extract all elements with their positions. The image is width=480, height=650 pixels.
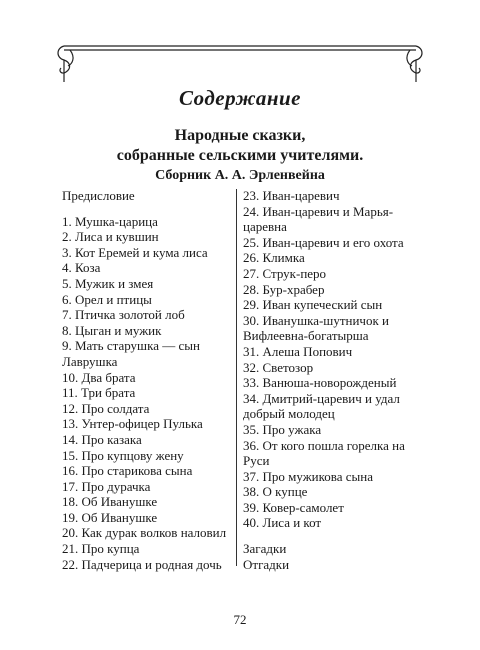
toc-entry — [243, 313, 418, 344]
toc-entry-line: 38. О купце — [243, 484, 308, 500]
toc-entry — [62, 494, 235, 510]
toc-entry — [243, 282, 418, 298]
toc-entry-line: 7. Птичка золотой лоб — [62, 307, 185, 323]
toc-appendix-entry: Отгадки — [243, 556, 290, 572]
toc-entry — [62, 479, 235, 495]
toc-entry-line: добрый молодец — [243, 406, 335, 422]
toc-entry-line: 33. Ванюша-новорожденый — [243, 375, 397, 391]
toc-entry-line: 19. Об Иванушке — [62, 509, 158, 525]
toc-entry-line: 12. Про солдата — [62, 400, 150, 416]
toc-left-column — [62, 188, 235, 572]
toc-entry — [243, 391, 418, 422]
toc-entry-line: 30. Иванушка-шутничок и — [243, 312, 389, 328]
toc-entry-line: 11. Три брата — [62, 385, 136, 401]
toc-entry-line: 23. Иван-царевич — [243, 188, 340, 203]
toc-entry — [243, 235, 418, 251]
toc-entry-line: 40. Лиса и кот — [243, 515, 322, 531]
toc-entry — [62, 214, 235, 230]
toc-entry — [62, 416, 235, 432]
toc-entry-line: 31. Алеша Попович — [243, 343, 353, 359]
toc-entry — [62, 307, 235, 323]
toc-entry — [243, 360, 418, 376]
ornamental-border — [54, 38, 426, 84]
toc-entry-line: 15. Про купцову жену — [62, 447, 184, 463]
toc-entry-line: 20. Как дурак волков наловил — [62, 525, 227, 541]
column-divider — [236, 189, 237, 566]
toc-entry — [243, 250, 418, 266]
toc-entry-line: 16. Про старикова сына — [62, 463, 193, 479]
toc-entry-line: 34. Дмитрий-царевич и удал — [243, 390, 400, 406]
toc-entry-line: 28. Бур-храбер — [243, 281, 325, 297]
toc-entry — [62, 557, 235, 573]
toc-appendix-entry: Загадки — [243, 541, 287, 557]
toc-entry-line: 1. Мушка-царица — [62, 213, 158, 229]
page-number: 72 — [233, 612, 247, 627]
toc-entry — [243, 375, 418, 391]
toc-entry — [62, 525, 235, 541]
toc-entry-line: 2. Лиса и кувшин — [62, 229, 159, 245]
toc-entry — [62, 260, 235, 276]
toc-entry-line: 36. От кого пошла горелка на — [243, 437, 405, 453]
toc-entry — [62, 463, 235, 479]
toc-entry-line: 21. Про купца — [62, 541, 140, 557]
toc-entry-line: 24. Иван-царевич и Марья- — [243, 203, 394, 219]
toc-entry — [243, 204, 418, 235]
toc-right-column — [243, 188, 418, 572]
toc-entry-line: 14. Про казака — [62, 431, 142, 447]
toc-entry-line: 10. Два брата — [62, 369, 136, 385]
contents-heading: Содержание — [179, 86, 301, 110]
toc-entry — [243, 469, 418, 485]
toc-entry-line: 37. Про мужикова сына — [243, 468, 374, 484]
toc-entry — [243, 515, 418, 531]
toc-entry-line: 13. Унтер-офицер Пулька — [62, 416, 203, 432]
toc-entry — [243, 484, 418, 500]
toc-entry-line: 25. Иван-царевич и его охота — [243, 234, 404, 250]
collection-title-line-2: собранные сельскими учителями. — [116, 147, 364, 164]
toc-preface: Предисловие — [62, 188, 135, 203]
toc-entry — [62, 401, 235, 417]
toc-entry — [243, 438, 418, 469]
toc-entry — [62, 510, 235, 526]
toc-entry — [62, 245, 235, 261]
toc-entry — [62, 338, 235, 369]
toc-entry-line: 26. Климка — [243, 250, 305, 266]
toc-entry — [62, 541, 235, 557]
toc-entry — [243, 500, 418, 516]
toc-entry-line: 27. Струк-перо — [243, 265, 327, 281]
collection-editor-line: Сборник А. А. Эрленвейна — [155, 168, 325, 183]
toc-entry — [62, 385, 235, 401]
toc-entry-line: 3. Кот Еремей и кума лиса — [62, 244, 208, 260]
toc-entry — [243, 266, 418, 282]
toc-entry-line: царевна — [243, 219, 287, 235]
toc-entry-line: 32. Светозор — [243, 359, 314, 375]
toc-entry-line: 17. Про дурачка — [62, 478, 151, 494]
toc-entry-line: Вифлеевна-богатырша — [243, 328, 369, 344]
toc-entry — [243, 297, 418, 313]
toc-entry — [62, 276, 235, 292]
toc-entry — [62, 432, 235, 448]
toc-entry — [243, 344, 418, 360]
toc-entry-line: 39. Ковер-самолет — [243, 499, 344, 515]
toc-entry — [62, 292, 235, 308]
collection-title-line-1: Народные сказки, — [174, 127, 306, 144]
toc-entry-line: 8. Цыган и мужик — [62, 322, 162, 338]
toc-entry — [62, 448, 235, 464]
toc-entry-line: Руси — [243, 453, 270, 469]
toc-entry-line: 29. Иван купеческий сын — [243, 297, 383, 313]
toc-entry-line: Лаврушка — [62, 353, 118, 369]
toc-entry — [243, 422, 418, 438]
toc-entry — [62, 370, 235, 386]
toc-entry — [62, 229, 235, 245]
toc-entry — [62, 323, 235, 339]
toc-entry-line: 35. Про ужака — [243, 421, 322, 437]
toc-entry — [243, 188, 418, 204]
toc-entry-line: 22. Падчерица и родная дочь — [62, 556, 222, 572]
toc-entry-line: 9. Мать старушка — сын — [62, 338, 200, 354]
toc-entry-line: 18. Об Иванушке — [62, 494, 158, 510]
toc-entry-line: 6. Орел и птицы — [62, 291, 152, 307]
toc-entry-line: 5. Мужик и змея — [62, 275, 154, 291]
toc-entry-line: 4. Коза — [62, 260, 101, 276]
